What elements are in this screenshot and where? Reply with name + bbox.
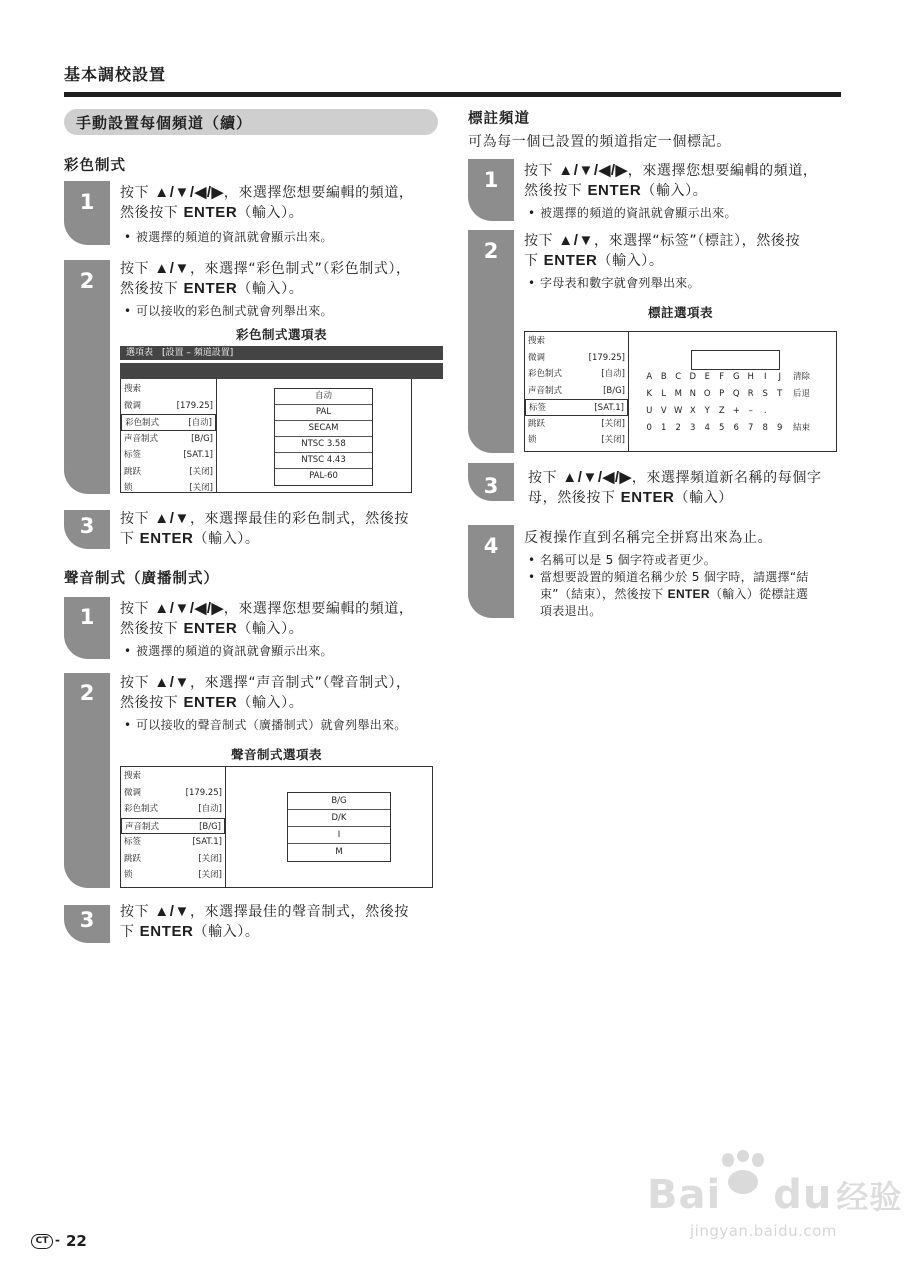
- language-badge: CT: [31, 1234, 53, 1249]
- color-options-list: [274, 388, 373, 486]
- step-text: 按下 ▲/▼/◀/▶，來選擇您想要編輯的頻道， 然後按下 ENTER（輸入）。: [120, 600, 414, 637]
- option-item[interactable]: M: [335, 847, 343, 857]
- option-item[interactable]: SECAM: [275, 421, 372, 437]
- menu-row-selected[interactable]: 标签 [SAT.1]: [525, 399, 628, 416]
- step-text: 按下 ▲/▼，來選擇最佳的聲音制式，然後按 下 ENTER（輸入）。: [120, 903, 409, 940]
- step-number: 3: [79, 514, 95, 538]
- grid-key[interactable]: B: [660, 372, 667, 382]
- menu-row[interactable]: 锁 [关闭]: [124, 870, 222, 880]
- step-text: 按下 ▲/▼，來選擇“声音制式”（聲音制式）， 然後按下 ENTER（輸入）。: [120, 674, 411, 711]
- option-item[interactable]: I: [288, 827, 390, 844]
- menu-row-selected[interactable]: 声音制式 [B/G]: [121, 818, 225, 835]
- step-bullet: • 字母表和數字就會列舉出來。: [524, 275, 700, 292]
- menu-row[interactable]: 标签 [SAT.1]: [124, 837, 222, 847]
- grid-key[interactable]: E: [704, 372, 710, 382]
- grid-row: [642, 369, 810, 386]
- section-title: 手動設置每個頻道（續）: [76, 114, 253, 132]
- grid-key[interactable]: H: [747, 372, 754, 382]
- grid-key[interactable]: 2: [675, 423, 681, 433]
- color-system-heading: 彩色制式: [64, 158, 126, 174]
- grid-key[interactable]: K: [646, 389, 653, 399]
- grid-key[interactable]: I: [763, 372, 767, 382]
- grid-key[interactable]: U: [646, 406, 653, 416]
- step-text: 按下 ▲/▼/◀/▶，來選擇您想要編輯的頻道， 然後按下 ENTER（輸入）。: [120, 184, 414, 221]
- label-channel-heading: 標註頻道: [468, 111, 530, 127]
- menu-row[interactable]: 搜索: [528, 336, 546, 346]
- step-number: 3: [483, 474, 499, 498]
- grid-key[interactable]: 9: [777, 423, 783, 433]
- step-bullet: • 可以接收的聲音制式（廣播制式）就會列舉出來。: [120, 717, 407, 734]
- step-text: 按下 ▲/▼/◀/▶，來選擇您想要編輯的頻道， 然後按下 ENTER（輸入）。: [524, 162, 818, 199]
- step-number: 3: [79, 908, 95, 932]
- menu-list: [121, 767, 226, 887]
- menu-dark-bar: [120, 363, 443, 379]
- menu-row[interactable]: 跳跃 [关闭]: [124, 466, 213, 477]
- menu-row[interactable]: 跳跃 [关闭]: [124, 853, 222, 864]
- grid-row: [642, 403, 810, 420]
- menu-row[interactable]: 跳跃 [关闭]: [528, 418, 625, 429]
- grid-key[interactable]: 8: [762, 423, 768, 433]
- step-tab-2: [64, 673, 110, 888]
- grid-key[interactable]: C: [675, 372, 682, 382]
- grid-key[interactable]: 3: [690, 423, 696, 433]
- grid-key[interactable]: 4: [704, 423, 710, 433]
- step-tab-2: [468, 230, 514, 453]
- option-item[interactable]: NTSC 4.43: [275, 453, 372, 469]
- grid-key[interactable]: 1: [661, 423, 667, 433]
- grid-key[interactable]: 5: [719, 423, 725, 433]
- menu-row[interactable]: 声音制式 [B/G]: [528, 385, 625, 396]
- step-number: 1: [483, 168, 499, 192]
- label-name-input[interactable]: [691, 350, 780, 370]
- step-tab-2: [64, 260, 110, 494]
- table-caption: 彩色制式選項表: [235, 327, 327, 342]
- grid-key[interactable]: [773, 403, 788, 420]
- option-item[interactable]: 自动: [275, 389, 372, 405]
- menu-row[interactable]: 微调 [179.25]: [124, 400, 213, 411]
- grid-key[interactable]: J: [778, 372, 781, 382]
- menu-row[interactable]: 彩色制式 [自动]: [124, 804, 222, 814]
- menu-row[interactable]: 搜索: [124, 384, 142, 394]
- grid-action-back[interactable]: 后退: [793, 389, 811, 399]
- step-text: 按下 ▲/▼/◀/▶，來選擇頻道新名稱的每個字 母，然後按下 ENTER（輸入）: [528, 469, 822, 506]
- grid-key[interactable]: Q: [732, 389, 740, 399]
- menu-row[interactable]: 彩色制式 [自动]: [528, 369, 625, 379]
- step-text: 按下 ▲/▼，來選擇“标签”（標註），然後按 下 ENTER（輸入）。: [524, 232, 801, 269]
- header-rule: [64, 92, 841, 97]
- table-caption: 標註選項表: [647, 305, 713, 320]
- watermark-brand: Bai du 经验: [647, 1172, 903, 1218]
- grid-key[interactable]: D: [689, 372, 697, 382]
- grid-key[interactable]: P: [719, 389, 725, 399]
- sound-system-heading: 聲音制式（廣播制式）: [64, 571, 219, 587]
- step-number: 1: [79, 605, 95, 629]
- grid-key[interactable]: 7: [748, 423, 754, 433]
- menu-row[interactable]: 微调 [179.25]: [124, 787, 222, 798]
- menu-list: [525, 332, 629, 451]
- grid-key[interactable]: .: [763, 406, 767, 416]
- label-channel-intro: 可為每一個已設置的頻道指定一個標記。: [468, 134, 731, 150]
- color-menu-screen: [120, 346, 443, 493]
- sound-options-list: [287, 792, 391, 862]
- watermark-url: jingyan.baidu.com: [690, 1222, 837, 1240]
- grid-row: [642, 420, 810, 437]
- grid-key[interactable]: O: [703, 389, 711, 399]
- step-number: 1: [79, 190, 95, 214]
- grid-action-clear[interactable]: 清除: [793, 372, 811, 382]
- menu-list: [120, 379, 217, 493]
- step-text: 反複操作直到名稱完全拼寫出來為止。: [524, 530, 773, 546]
- grid-key[interactable]: L: [661, 389, 667, 399]
- step-text: 按下 ▲/▼，來選擇“彩色制式”（彩色制式）， 然後按下 ENTER（輸入）。: [120, 260, 411, 297]
- menu-row[interactable]: 搜索: [124, 771, 142, 781]
- grid-key[interactable]: 6: [733, 423, 739, 433]
- character-grid: [642, 369, 810, 437]
- menu-row-selected[interactable]: 彩色制式 [自动]: [121, 414, 216, 431]
- grid-key[interactable]: G: [732, 372, 740, 382]
- page-title: 基本調校設置: [64, 65, 167, 84]
- step-bullet: • 被選擇的頻道的資訊就會顯示出來。: [120, 643, 333, 660]
- menu-row[interactable]: 声音制式 [B/G]: [124, 433, 213, 444]
- step-number: 2: [483, 239, 499, 263]
- grid-key[interactable]: X: [689, 406, 696, 416]
- page-number: 22: [66, 1232, 87, 1250]
- step-bullet: • 可以接收的彩色制式就會列舉出來。: [120, 303, 333, 320]
- grid-key[interactable]: M: [674, 389, 682, 399]
- option-item[interactable]: PAL-60: [309, 471, 338, 481]
- step-bullet: • 名稱可以是 5 個字符或者更少。: [524, 552, 716, 569]
- grid-key[interactable]: 0: [646, 423, 652, 433]
- option-item[interactable]: NTSC 3.58: [275, 437, 372, 453]
- table-caption: 聲音制式選項表: [230, 747, 322, 762]
- option-item[interactable]: D/K: [288, 810, 390, 827]
- menu-row[interactable]: 锁 [关闭]: [528, 435, 625, 445]
- menu-row[interactable]: 标签 [SAT.1]: [124, 450, 213, 460]
- section-title-pill: [64, 109, 438, 135]
- grid-key[interactable]: +: [732, 406, 740, 416]
- label-menu-screen: [524, 331, 837, 452]
- step-text: 按下 ▲/▼，來選擇最佳的彩色制式，然後按 下 ENTER（輸入）。: [120, 510, 409, 547]
- sound-menu-screen: [120, 766, 433, 888]
- grid-key[interactable]: –: [748, 406, 753, 416]
- step-bullet: • 被選擇的頻道的資訊就會顯示出來。: [120, 229, 333, 246]
- grid-row: [642, 386, 810, 403]
- option-item[interactable]: B/G: [288, 793, 390, 810]
- grid-key[interactable]: T: [777, 389, 783, 399]
- grid-key[interactable]: W: [674, 406, 683, 416]
- menu-header-bar: 選項表 [設置 – 頻道設置]: [120, 346, 443, 360]
- step-number: 2: [79, 269, 95, 293]
- step-bullet: • 當想要設置的頻道名稱少於 5 個字時，請選擇“結 束”（結束），然後按下 ENTER（輸入）從標註選 項表退出。: [524, 569, 844, 620]
- grid-key[interactable]: N: [689, 389, 696, 399]
- grid-key[interactable]: Z: [718, 406, 725, 416]
- grid-key[interactable]: A: [646, 372, 653, 382]
- step-number: 4: [483, 534, 499, 558]
- grid-key[interactable]: Y: [704, 406, 710, 416]
- grid-key[interactable]: F: [719, 372, 725, 382]
- grid-key[interactable]: S: [762, 389, 768, 399]
- menu-row[interactable]: 微调 [179.25]: [528, 352, 625, 363]
- grid-action-end[interactable]: 結束: [793, 423, 811, 433]
- menu-row[interactable]: 锁 [关闭]: [124, 483, 213, 493]
- step-number: 2: [79, 681, 95, 705]
- grid-key[interactable]: R: [747, 389, 754, 399]
- grid-key[interactable]: V: [660, 406, 667, 416]
- step-bullet: • 被選擇的頻道的資訊就會顯示出來。: [524, 205, 737, 222]
- option-item[interactable]: PAL: [275, 405, 372, 421]
